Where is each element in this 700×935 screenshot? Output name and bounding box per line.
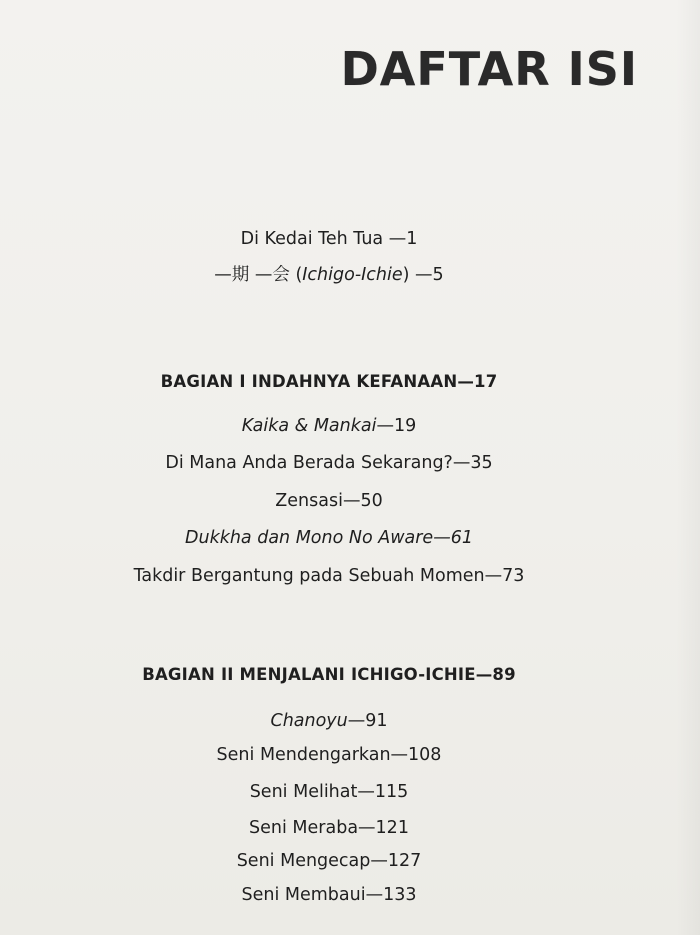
toc-entry-page: 50 bbox=[360, 491, 383, 511]
toc-entry-title: Seni Mendengarkan bbox=[216, 745, 391, 765]
toc-entry-part1-4 bbox=[0, 530, 658, 548]
toc-entry-title: Seni Membaui bbox=[241, 885, 366, 905]
part-1-heading: BAGIAN I INDAHNYA KEFANAAN—17 bbox=[160, 372, 498, 391]
toc-entry-part2-3 bbox=[0, 784, 658, 802]
toc-entry-title: Di Mana Anda Berada Sekarang? bbox=[165, 453, 453, 473]
toc-entry-title: Chanoyu bbox=[270, 711, 348, 731]
toc-entry-title: Zensasi bbox=[275, 491, 343, 511]
toc-entry-part1-1 bbox=[0, 418, 658, 436]
toc-entry-title: Takdir Bergantung pada Sebuah Momen bbox=[133, 566, 485, 586]
toc-entry-page: 108 bbox=[408, 745, 442, 765]
toc-entry-page: 127 bbox=[387, 851, 422, 871]
toc-entry-part2-4 bbox=[0, 820, 658, 838]
toc-entry-separator: — bbox=[433, 528, 451, 548]
toc-entry-page: 91 bbox=[365, 711, 388, 731]
toc-entry-title-cjk: —期 —会 bbox=[214, 265, 290, 285]
toc-entry-part1-5 bbox=[0, 568, 658, 586]
toc-entry-separator: — bbox=[383, 229, 407, 249]
toc-entry-part2-6 bbox=[0, 887, 658, 905]
toc-entry-part1-2 bbox=[0, 455, 658, 473]
toc-entry-separator: — bbox=[370, 851, 388, 871]
toc-entry-page: 115 bbox=[374, 782, 409, 802]
toc-entry-page: 73 bbox=[502, 566, 525, 586]
toc-entry-page: 61 bbox=[450, 528, 473, 548]
toc-entry-page: 5 bbox=[432, 265, 444, 285]
toc-entry-title-romaji: Ichigo-Ichie bbox=[302, 265, 403, 285]
toc-entry-part2-5 bbox=[0, 853, 658, 871]
toc-entry-page: 133 bbox=[383, 885, 417, 905]
toc-entry-separator: — bbox=[390, 745, 409, 765]
toc-entry-part2-2 bbox=[0, 747, 658, 765]
toc-entry-separator: — bbox=[358, 818, 376, 838]
toc-entry-title: Dukkha dan Mono No Aware bbox=[185, 528, 434, 548]
toc-entry-page: 19 bbox=[393, 416, 417, 436]
toc-entry-separator: — bbox=[365, 885, 384, 905]
toc-entry-page: 1 bbox=[406, 229, 418, 249]
page-title: DAFTAR ISI bbox=[340, 42, 638, 96]
toc-entry-part1-3 bbox=[0, 493, 658, 511]
toc-entry-separator: — bbox=[376, 416, 394, 436]
toc-entry-separator: — bbox=[409, 265, 433, 285]
toc-entry-separator: — bbox=[357, 782, 375, 802]
toc-entry-title: Seni Melihat bbox=[249, 782, 358, 802]
toc-entry-separator: — bbox=[347, 711, 366, 731]
toc-entry-page: 35 bbox=[470, 453, 493, 473]
toc-entry-title: Seni Meraba bbox=[249, 818, 359, 838]
toc-entry-title: Di Kedai Teh Tua bbox=[240, 229, 384, 249]
toc-entry-title: Kaika & Mankai bbox=[241, 416, 377, 436]
toc-entry-part2-1 bbox=[0, 713, 658, 731]
toc-entry-intro-2: —期 —会 (Ichigo-Ichie) —5 bbox=[214, 265, 444, 285]
toc-entry-separator: — bbox=[452, 453, 471, 473]
part-2-heading: BAGIAN II MENJALANI ICHIGO-ICHIE—89 bbox=[142, 665, 516, 684]
toc-entry-separator: — bbox=[484, 566, 503, 586]
toc-entry-page: 121 bbox=[375, 818, 409, 838]
toc-entry-intro-1 bbox=[0, 231, 658, 249]
toc-entry-separator: — bbox=[342, 491, 361, 511]
toc-entry-title: Seni Mengecap bbox=[236, 851, 371, 871]
